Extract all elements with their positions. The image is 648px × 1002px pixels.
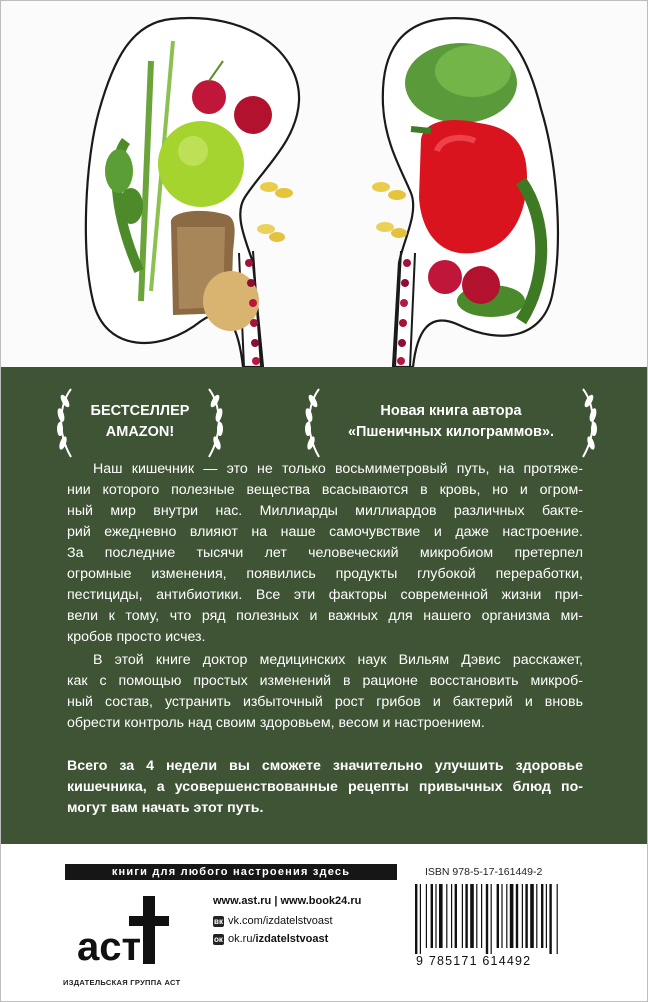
bestseller-text — [53, 401, 227, 443]
barcode-bar — [522, 884, 523, 948]
p1-line: пестициды, антибиотики. Все эти факторы современной жизни при- — [67, 587, 583, 603]
barcode-bar — [465, 884, 467, 948]
barcode-bar — [481, 884, 482, 948]
barcode-bar — [506, 884, 507, 948]
tagline-strip: книги для любого настроения здесь — [65, 864, 397, 880]
barcode-number: 9 785171 614492 — [416, 954, 532, 968]
barcode-bar — [462, 884, 463, 948]
description-paragraph-1 — [67, 459, 583, 648]
kidneys-illustration — [1, 1, 647, 367]
laurel-right-icon — [203, 387, 227, 459]
p1-line: ный мир внутри нас. Миллиарды миллиардов различных бакте- — [67, 503, 583, 519]
vk-link[interactable]: vk.com/izdatelstvoast — [228, 915, 333, 927]
barcode-bar — [510, 884, 514, 948]
p1-line: рий ежедневно влияют на наше самочувствие и даже настроение. — [67, 524, 583, 540]
barcode-bar — [446, 884, 447, 948]
barcode-bar — [536, 884, 537, 948]
description-paragraph-3 — [67, 756, 583, 819]
barcode-bar — [415, 884, 417, 954]
barcode-bar — [516, 884, 518, 948]
barcode-icon — [413, 884, 583, 958]
barcode-bar — [491, 884, 492, 954]
vk-icon: вк — [214, 916, 223, 926]
p1-line: огромные изменения, появились продукты глубокой переработки, — [67, 566, 583, 582]
new-book-line1: Новая книга автора — [380, 403, 522, 419]
p1-line: нии которого полезные вещества всасываются в кровь, но и огром- — [67, 482, 583, 498]
new-book-text — [301, 401, 601, 443]
cover-footer — [1, 844, 647, 1000]
barcode-bar — [435, 884, 436, 948]
ok-link-handle: izdatelstvoast — [255, 933, 329, 945]
bestseller-badge — [53, 387, 227, 459]
p2-line: как с помощью простых изменений в рационе восстановить микроб- — [67, 673, 583, 689]
ast-logo-text: аст — [77, 925, 142, 969]
p1-line: Наш кишечник — это не только восьмиметровый путь, на протяже- — [93, 461, 583, 477]
right-kidney — [372, 18, 558, 367]
barcode-bar — [476, 884, 477, 948]
publisher-links — [213, 892, 361, 948]
new-book-line2: «Пшеничных килограммов». — [347, 424, 555, 440]
p3-line: Всего за 4 недели вы сможете значительно улучшить здоровье — [67, 758, 583, 774]
isbn-text: ISBN 978-5-17-161449-2 — [425, 866, 543, 878]
barcode-bar — [426, 884, 427, 948]
p1-line: вели к тому, что ряд полезных и важных для нашего организма ми- — [67, 608, 583, 624]
p1-line: За последние тысячи лет человеческий микробиом претерпел — [67, 545, 583, 561]
barcode-bar — [431, 884, 433, 948]
barcode-bar — [549, 884, 551, 954]
ok-link-prefix: ok.ru/ — [228, 933, 256, 945]
barcode-bar — [541, 884, 543, 948]
barcode-bar — [525, 884, 527, 948]
ok-link[interactable] — [228, 930, 328, 948]
barcode-bar — [486, 884, 488, 954]
bestseller-line2: AMAZON! — [105, 424, 175, 440]
p2-line: обрести контроль над своим здоровьем, весом и настроением. — [67, 715, 485, 731]
p2-line: ный состав, устранить избыточный рост грибов и бактерий и вновь — [67, 694, 583, 710]
barcode-bar — [530, 884, 534, 948]
left-kidney — [86, 18, 299, 367]
barcode-bar — [455, 884, 457, 948]
p2-line: В этой книге доктор медицинских наук Вильям Дэвис расскажет, — [93, 652, 583, 668]
barcode-bar — [420, 884, 421, 954]
ok-icon: ок — [214, 934, 223, 944]
new-book-badge — [301, 387, 601, 459]
laurel-right-icon — [577, 387, 601, 459]
barcode-bar — [470, 884, 474, 948]
barcode-bar — [439, 884, 443, 948]
p1-line: кробов просто исчез. — [67, 629, 206, 645]
barcode-bar — [501, 884, 502, 948]
p3-line: кишечника, а усовершенствованные рецепты привычных блюд по- — [67, 779, 583, 795]
bestseller-line1: БЕСТСЕЛЛЕР — [90, 403, 190, 419]
websites-link[interactable]: www.ast.ru | www.book24.ru — [213, 895, 362, 907]
description-panel — [1, 367, 647, 844]
ast-logo-icon — [73, 890, 173, 970]
barcode-bar — [557, 884, 558, 954]
cover-illustration — [1, 1, 647, 367]
barcode-bar — [497, 884, 499, 948]
p3-line: могут вам начать этот путь. — [67, 800, 264, 816]
barcode-bar — [546, 884, 547, 948]
barcode-bar — [451, 884, 452, 948]
publisher-name: ИЗДАТЕЛЬСКАЯ ГРУППА АСТ — [63, 978, 181, 987]
description-paragraph-2 — [67, 650, 583, 734]
